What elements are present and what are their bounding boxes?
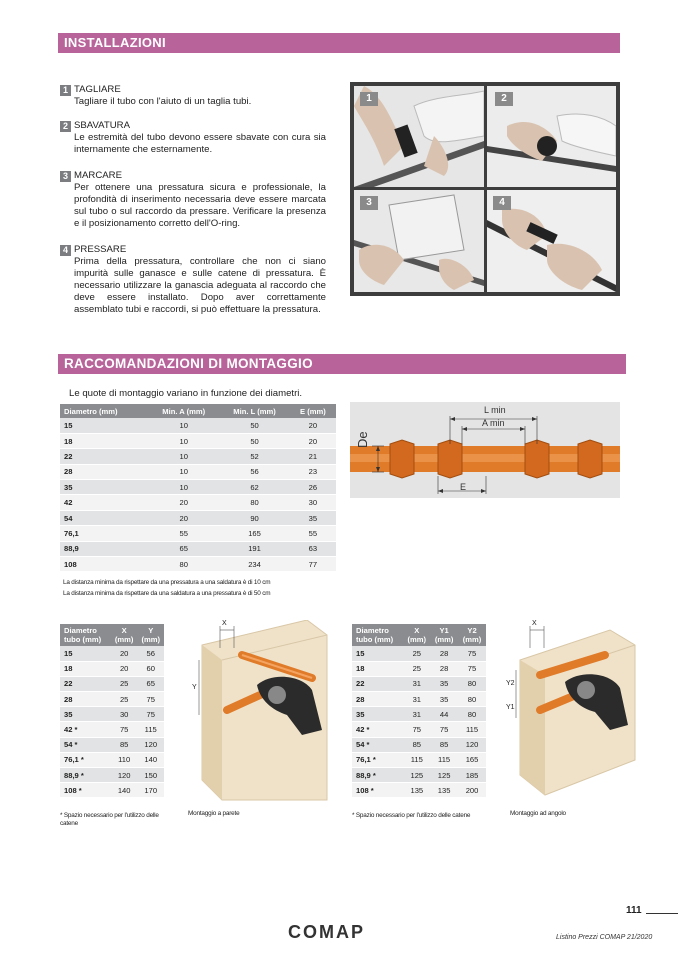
table-row [352,768,486,783]
table-row [352,646,486,661]
table-cell: 42 [60,495,148,510]
wall-mount-illustration [182,620,332,805]
table-cell: 42 * [60,722,111,737]
de-label: De [355,431,370,448]
table-cell: 42 * [352,722,403,737]
step-number: 2 [60,121,71,132]
col-header: E (mm) [290,404,336,418]
pipe-diagram-svg [350,402,620,498]
step-number: 4 [60,245,71,256]
table-cell: 15 [352,646,403,661]
table-cell: 10 [148,449,219,464]
table-cell: 28 [352,692,403,707]
photo-number: 1 [360,92,378,106]
table-cell: 75 [137,707,164,722]
table-cell: 25 [403,661,430,676]
table-row [352,692,486,707]
table-cell: 88,9 * [60,768,111,783]
table-cell: 28 [430,661,458,676]
table-row [60,480,336,495]
col-header: Y (mm) [137,624,164,646]
table-row [60,661,164,676]
x-label: X [222,620,227,627]
step-marcare [60,170,326,230]
table-cell: 115 [458,722,486,737]
table-cell: 22 [352,676,403,691]
table-cell: 20 [111,661,138,676]
photo-number: 3 [360,196,378,210]
corner-mount-illustration [500,620,640,805]
table-cell: 65 [137,676,164,691]
table-cell: 18 [352,661,403,676]
table-cell: 115 [137,722,164,737]
table-cell: 170 [137,783,164,798]
photo-cutting [354,86,484,187]
table-cell: 22 [60,676,111,691]
col-header: Diametro (mm) [60,404,148,418]
table-cell: 25 [111,676,138,691]
table-cell: 22 [60,449,148,464]
wall-caption: Montaggio a parete [188,810,240,817]
corner-caption: Montaggio ad angolo [510,810,566,817]
col-header: Min. A (mm) [148,404,219,418]
table-cell: 110 [111,752,138,767]
note-line: La distanza minima da rispettare da una pressatura a una saldatura è di 10 cm [63,579,271,586]
table-cell: 35 [60,480,148,495]
table-row [60,433,336,448]
photo-pressing [487,190,616,292]
table-row [60,752,164,767]
note-line: La distanza minima da rispettare da una saldatura a una pressatura è di 50 cm [63,590,271,597]
x-label: X [532,620,537,627]
table-cell: 76,1 * [60,752,111,767]
step-title: PRESSARE [74,244,127,255]
table-row [352,783,486,798]
table-row [352,752,486,767]
wall-svg [182,620,332,805]
step-pressare [60,244,326,316]
photo-marking [354,190,484,292]
table-cell: 140 [137,752,164,767]
table-cell: 62 [219,480,290,495]
table-cell: 28 [60,464,148,479]
step-body: Prima della pressatura, controllare che non ci siano impurità sulle ganasce e sulle catene di pressatura. È necessario utilizzare la ganascia adeguata al raccordo che deve essere installato. Dopo aver correttamente assemblato tubi e raccordi, si può effettuare la pressatura. [74,256,326,315]
table-cell: 44 [430,707,458,722]
table-cell: 80 [458,692,486,707]
table-cell: 20 [290,433,336,448]
table-cell: 120 [458,737,486,752]
a-min-label: A min [482,418,505,428]
table-cell: 185 [458,768,486,783]
table-cell: 135 [403,783,430,798]
table-cell: 20 [148,510,219,525]
wall-mount-table [60,624,164,798]
table-cell: 54 * [60,737,111,752]
table-row [60,722,164,737]
table-cell: 85 [430,737,458,752]
step-body: Per ottenere una pressatura sicura e professionale, la profondità di inserimento necessaria deve essere marcata sul tubo o sul raccordo da pressare. Verificare la presenza e il posizionamento corretto dell'O-ring. [74,182,326,229]
table-cell: 30 [290,495,336,510]
mounting-table [60,404,336,572]
table-row [60,510,336,525]
table-cell: 54 * [352,737,403,752]
step-tagliare [60,84,326,108]
table-cell: 52 [219,449,290,464]
table-cell: 10 [148,418,219,433]
table-cell: 115 [403,752,430,767]
table-cell: 55 [290,526,336,541]
table-cell: 120 [137,737,164,752]
table-cell: 80 [458,707,486,722]
wall-table-note: * Spazio necessario per l'utilizzo delle catene [60,812,159,827]
table-row [60,557,336,572]
table-cell: 65 [148,541,219,556]
table-row [60,737,164,752]
table-cell: 125 [430,768,458,783]
page-number: 111 [626,905,642,916]
col-header: Min. L (mm) [219,404,290,418]
table-cell: 31 [403,676,430,691]
table-cell: 28 [430,646,458,661]
step-number: 1 [60,85,71,96]
table-cell: 165 [219,526,290,541]
table-row [352,676,486,691]
table-cell: 35 [290,510,336,525]
table-cell: 125 [403,768,430,783]
table-cell: 85 [403,737,430,752]
page-number-rule [646,913,678,914]
table-row [60,464,336,479]
table-cell: 26 [290,480,336,495]
table-cell: 23 [290,464,336,479]
comap-logo: COMAP [288,922,365,942]
table-cell: 28 [60,692,111,707]
table-cell: 76,1 [60,526,148,541]
table-row [60,768,164,783]
step-body: Le estremità del tubo devono essere sbavate con cura sia internamente che esternamente. [74,132,326,155]
col-header: Diametro tubo (mm) [352,624,403,646]
table-cell: 135 [430,783,458,798]
table-cell: 108 * [352,783,403,798]
table-cell: 25 [403,646,430,661]
table-cell: 31 [403,707,430,722]
table-cell: 20 [290,418,336,433]
table-cell: 20 [148,495,219,510]
table-cell: 75 [137,692,164,707]
table-cell: 35 [430,692,458,707]
l-min-label: L min [484,405,506,415]
table-cell: 10 [148,433,219,448]
table-row [352,707,486,722]
table-cell: 56 [137,646,164,661]
table-cell: 80 [219,495,290,510]
step-title: SBAVATURA [74,120,130,131]
table-cell: 18 [60,661,111,676]
table-cell: 115 [430,752,458,767]
table-cell: 18 [60,433,148,448]
table-cell: 31 [403,692,430,707]
photo-number: 2 [495,92,513,106]
photo-number: 4 [493,196,511,210]
table-cell: 77 [290,557,336,572]
photo-deburring [487,86,616,187]
table-row [60,646,164,661]
intro-text: Le quote di montaggio variano in funzione dei diametri. [69,388,303,399]
table-cell: 120 [111,768,138,783]
table-cell: 35 [352,707,403,722]
col-header: X (mm) [111,624,138,646]
corner-table-note: * Spazio necessario per l'utilizzo delle catene [352,812,471,819]
table-cell: 25 [111,692,138,707]
step-title: TAGLIARE [74,84,121,95]
table-cell: 21 [290,449,336,464]
table-cell: 60 [137,661,164,676]
raccomandazioni-banner: RACCOMANDAZIONI DI MONTAGGIO [58,354,626,374]
table-cell: 200 [458,783,486,798]
table-cell: 75 [430,722,458,737]
table-row [60,707,164,722]
table-cell: 165 [458,752,486,767]
table-cell: 75 [458,646,486,661]
table-cell: 85 [111,737,138,752]
table-cell: 35 [430,676,458,691]
table-row [60,692,164,707]
y1-label: Y1 [506,704,515,711]
table-cell: 10 [148,480,219,495]
installazioni-banner: INSTALLAZIONI [58,33,620,53]
table-cell: 90 [219,510,290,525]
col-header: Y2 (mm) [458,624,486,646]
corner-mount-table [352,624,486,798]
table-cell: 10 [148,464,219,479]
table-row [60,526,336,541]
y2-label: Y2 [506,680,515,687]
table-cell: 108 [60,557,148,572]
col-header: Diametro tubo (mm) [60,624,111,646]
table-row [60,541,336,556]
table-row [60,676,164,691]
listino-label: Listino Prezzi COMAP 21/2020 [556,934,653,941]
table-cell: 20 [111,646,138,661]
e-label: E [460,482,467,492]
table-cell: 140 [111,783,138,798]
step-number: 3 [60,171,71,182]
table-row [352,661,486,676]
step-body: Tagliare il tubo con l'aiuto di un taglia tubi. [74,96,252,107]
pipe-dimension-diagram [350,402,620,498]
col-header: Y1 (mm) [430,624,458,646]
table-row [352,737,486,752]
table-cell: 80 [148,557,219,572]
y-label: Y [192,684,197,691]
table-row [352,722,486,737]
table-cell: 80 [458,676,486,691]
table-cell: 75 [458,661,486,676]
table-row [60,783,164,798]
table-cell: 234 [219,557,290,572]
step-title: MARCARE [74,170,122,181]
table-cell: 75 [111,722,138,737]
col-header: X (mm) [403,624,430,646]
table-cell: 35 [60,707,111,722]
table-row [60,449,336,464]
table-cell: 88,9 * [352,768,403,783]
step-sbavatura [60,120,326,156]
table-cell: 50 [219,418,290,433]
table-cell: 15 [60,646,111,661]
table-cell: 55 [148,526,219,541]
table-row [60,418,336,433]
table-cell: 54 [60,510,148,525]
table-cell: 56 [219,464,290,479]
installation-photos [350,82,620,296]
table-cell: 50 [219,433,290,448]
table-cell: 30 [111,707,138,722]
table-cell: 76,1 * [352,752,403,767]
table-cell: 75 [403,722,430,737]
table-row [60,495,336,510]
table-cell: 150 [137,768,164,783]
table-cell: 63 [290,541,336,556]
table-cell: 88,9 [60,541,148,556]
table-cell: 191 [219,541,290,556]
table-cell: 108 * [60,783,111,798]
corner-svg [500,620,640,805]
table-cell: 15 [60,418,148,433]
